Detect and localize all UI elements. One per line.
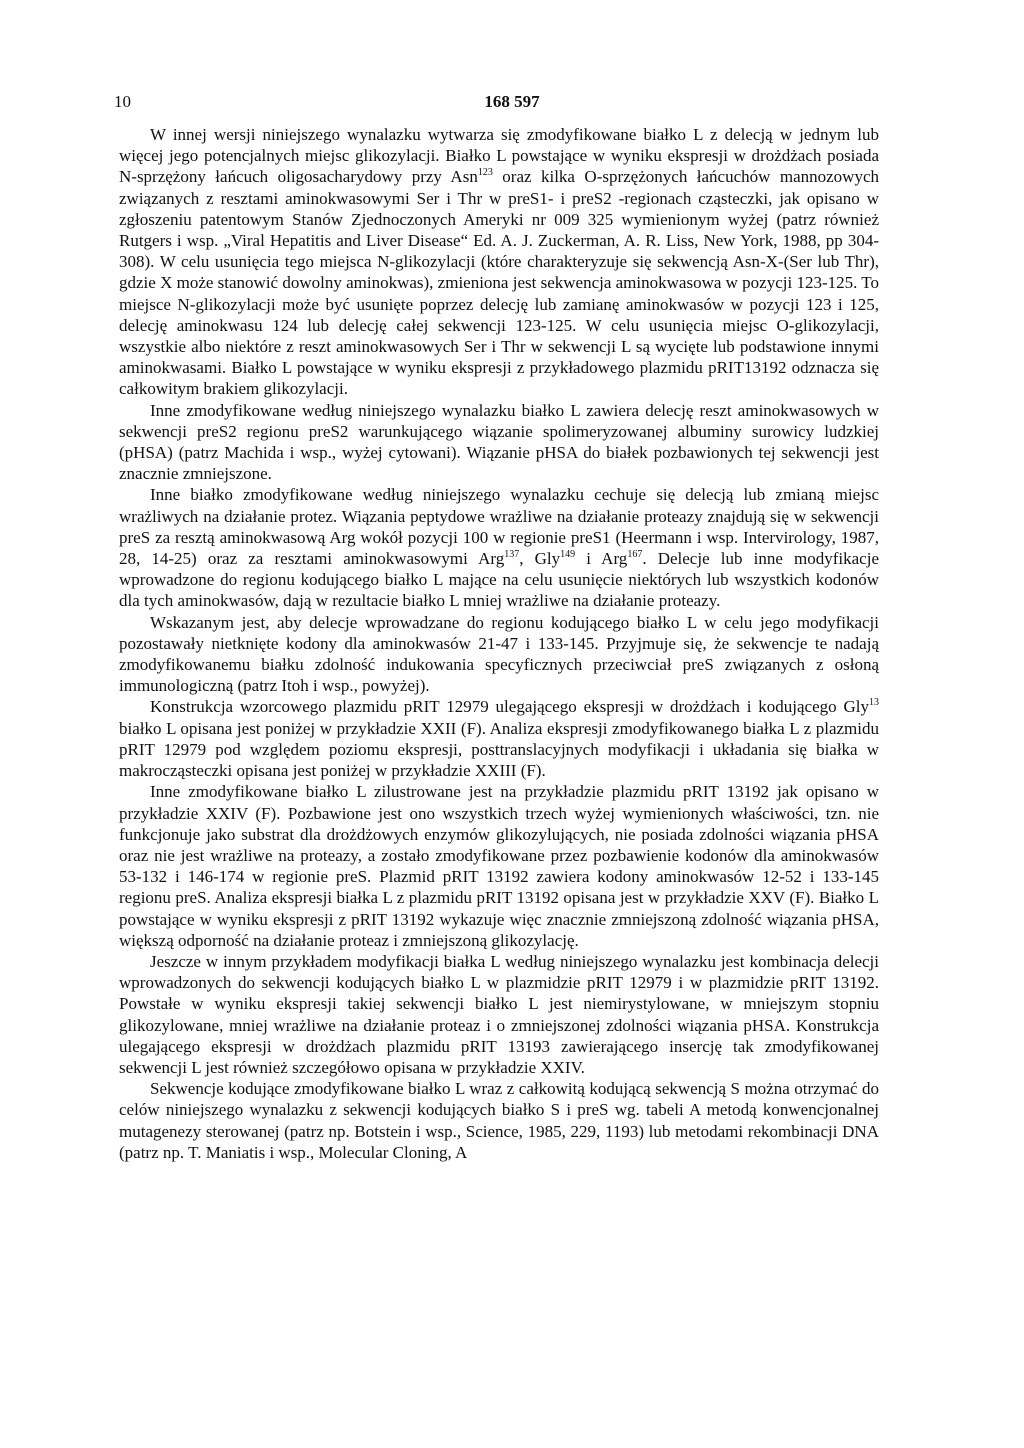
paragraph <box>119 781 879 951</box>
paragraph-text: Inne białko zmodyfikowane według niniejszego wynalazku cechuje się delecją lub zmianą miejsc wrażliwych na działanie protez. Wiązania peptydowe wrażliwe na działanie proteazy znajdują się w sekwencji preS za resztą aminokwasową Arg wokół pozycji 100 w regionie preS1 (Heermann i wsp. Intervirology, 1987, 28, 14-25) oraz za resztami aminokwasowymi Arg <box>119 485 879 569</box>
paragraph-text: Inne zmodyfikowane białko L zilustrowane jest na przykładzie plazmidu pRIT 13192 jak opisano w przykładzie XXIV (F). Pozbawione jest ono wszystkich trzech wyżej wymienionych właściwości, tzn. nie funkcjonuje jako substrat dla drożdżowych enzymów glikozylujących, nie posiada zdolności wiązania pHSA oraz nie jest wrażliwe na proteazy, a zostało zmodyfikowane przez pozbawienie kodonów dla aminokwasów 53-132 i 146-174 w regionie preS. Plazmid pRIT 13192 zawiera kodony aminokwasów 12-52 i 133-145 regionu preS. Analiza ekspresji białka L z plazmidu pRIT 13192 opisana jest w przykładzie XXV (F). Białko L powstające w wyniku ekspresji z pRIT 13192 wykazuje więc znacznie zmniejszoną zdolność wiązania pHSA, większą odporność na działanie proteaz i zmniejszoną glikozylację. <box>119 782 879 950</box>
superscript-position: 167 <box>627 549 643 561</box>
superscript-position: 149 <box>560 549 576 561</box>
paragraph <box>119 124 879 400</box>
paragraph <box>119 696 879 781</box>
paragraph-text: białko L opisana jest poniżej w przykładzie XXII (F). Analiza ekspresji zmodyfikowanego białka L z plazmidu pRIT 12979 pod względem poziomu ekspresji, posttranslacyjnych modyfikacji i układania się białka w makrocząsteczki opisana jest poniżej w przykładzie XXIII (F). <box>119 718 879 781</box>
paragraph-text: , Gly <box>519 549 561 569</box>
page-number: 10 <box>114 92 131 111</box>
patent-number: 168 597 <box>484 92 540 111</box>
superscript-position: 137 <box>504 549 520 561</box>
paragraph-text: i Arg <box>575 549 628 569</box>
paragraph-text: oraz kilka O-sprzężonych łańcuchów mannozowych związanych z resztami aminokwasowymi Ser i Thr w preS1- i preS2 -regionach cząsteczki, jak opisano w zgłoszeniu patentowym Stanów Zjednoczonych Ameryki nr 009 325 wymienionym wyżej (patrz również Rutgers i wsp. „Viral Hepatitis and Liver Disease“ Ed. A. J. Zuckerman, A. R. Liss, New York, 1988, pp 304-308). W celu usunięcia tego miejsca N-glikozylacji (które charakteryzuje się sekwencją Asn-X-(Ser lub Thr), gdzie X może stanowić dowolny aminokwas), zmieniona jest sekwencja aminokwasowa w pozycji 123-125. To miejsce N-glikozylacji może być usunięte poprzez delecję lub zamianę aminokwasów w pozycji 123 i 125, delecję aminokwasu 124 lub delecję całej sekwencji 123-125. W celu usunięcia miejsc O-glikozylacji, wszystkie albo niektóre z reszt aminokwasowych Ser i Thr w sekwencji L są wycięte lub podstawione innymi aminokwasami. Białko L powstające w wyniku ekspresji z przykładowego plazmidu pRIT13192 odznacza się całkowitym brakiem glikozylacji. <box>119 167 880 399</box>
paragraph-text: . Delecje lub inne modyfikacje wprowadzone do regionu kodującego białko L mające na celu usunięcie niektórych lub wszystkich kodonów dla tych aminokwasów, dają w rezultacie białko L mniej wrażliwe na działanie proteazy. <box>119 549 879 611</box>
paragraph-text: Jeszcze w innym przykładem modyfikacji białka L według niniejszego wynalazku jest kombinacja delecji wprowadzonych do sekwencji kodujących białko L w plazmidzie pRIT 12979 i w plazmidzie pRIT 13192. Powstałe w wyniku ekspresji takiej sekwencji białko L jest niemirystylowane, w mniejszym stopniu glikozylowane, mniej wrażliwe na działanie proteaz i o zmniejszonej zdolności wiązania pHSA. Konstrukcja ulegającego ekspresji w drożdżach plazmidu pRIT 13193 zawierającego insercję tak zmodyfikowanej sekwencji L jest również szczegółowo opisana w przykładzie XXIV. <box>119 951 879 1077</box>
document-body <box>119 124 879 1163</box>
paragraph-text: W innej wersji niniejszego wynalazku wytwarza się zmodyfikowane białko L z delecją w jednym lub więcej jego potencjalnych miejsc glikozylacji. Białko L powstające w wyniku ekspresji w drożdżach posiada N-sprzężony łańcuch oligosacharydowy przy Asn <box>119 125 879 187</box>
paragraph <box>119 1078 879 1163</box>
superscript-position: 123 <box>477 167 493 179</box>
paragraph-text: Sekwencje kodujące zmodyfikowane białko L wraz z całkowitą kodującą sekwencją S można otrzymać do celów niniejszego wynalazku z sekwencji kodujących białko S i preS wg. tabeli A metodą konwencjonalnej mutagenezy sterowanej (patrz np. Botstein i wsp., Science, 1985, 229, 1193) lub metodami rekombinacji DNA (patrz np. T. Maniatis i wsp., Molecular Cloning, A <box>119 1079 879 1162</box>
paragraph <box>119 484 879 611</box>
paragraph-text: Wskazanym jest, aby delecje wprowadzane do regionu kodującego białko L w celu jego modyfikacji pozostawały nietknięte kodony dla aminokwasów 21-47 i 133-145. Przyjmuje się, że sekwencje te nadają zmodyfikowanemu białku zdolność indukowania specyficznych przeciwciał preS związanych z osłoną immunologiczną (patrz Itoh i wsp., powyżej). <box>119 612 879 696</box>
superscript-position: 13 <box>869 697 879 709</box>
paragraph <box>119 400 879 485</box>
paragraph-text: Konstrukcja wzorcowego plazmidu pRIT 12979 ulegającego ekspresji w drożdżach i kodującego Gly <box>150 697 869 717</box>
paragraph <box>119 951 879 1078</box>
paragraph-text: Inne zmodyfikowane według niniejszego wynalazku białko L zawiera delecję reszt aminokwasowych w sekwencji preS2 regionu preS2 warunkującego wiązanie spolimeryzowanej albuminy surowicy ludzkiej (pHSA) (patrz Machida i wsp., wyżej cytowani). Wiązanie pHSA do białek pozbawionych tej sekwencji jest znacznie zmniejszone. <box>119 400 879 484</box>
paragraph <box>119 612 879 697</box>
